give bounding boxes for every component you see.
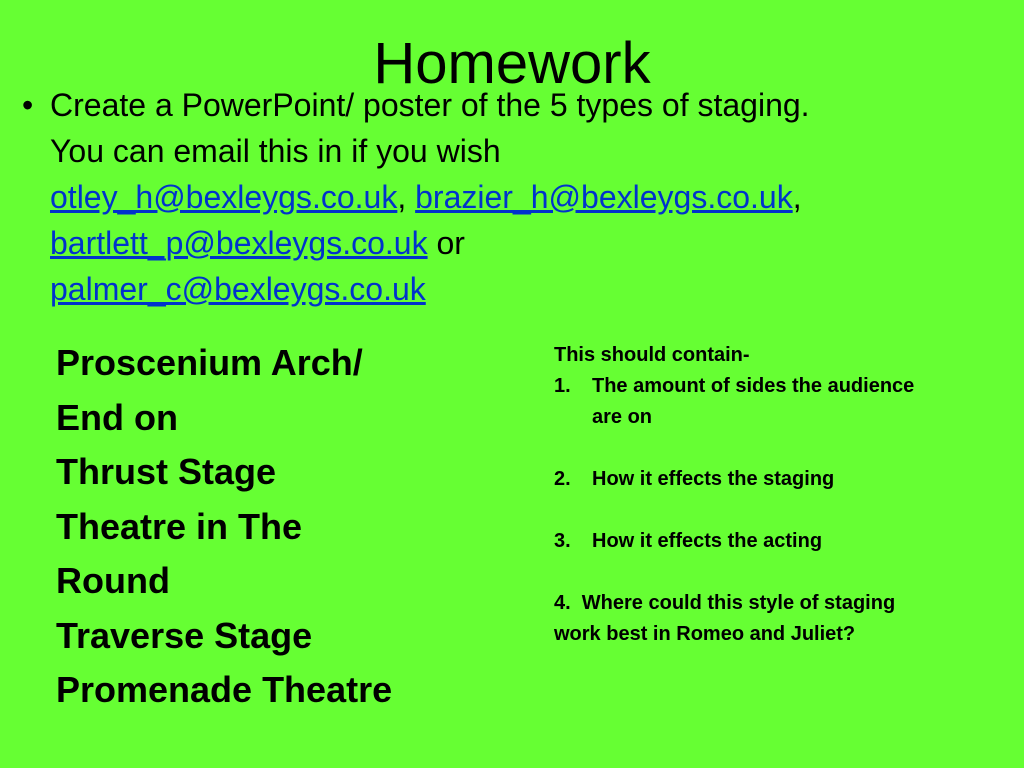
contain-item-text: How it effects the staging: [592, 468, 835, 490]
comma-separator: ,: [397, 179, 407, 215]
staging-type-item: Proscenium Arch/: [56, 342, 363, 383]
email-link-bartlett[interactable]: bartlett_p@bexleygs.co.uk: [50, 225, 428, 261]
email-link-otley[interactable]: otley_h@bexleygs.co.uk: [50, 179, 398, 215]
contain-item-number: 3.: [554, 530, 571, 552]
contain-item-continuation: [554, 402, 1019, 433]
contain-item-text: The amount of sides the audience: [592, 375, 915, 397]
staging-type-item: Thrust Stage: [56, 451, 277, 492]
contain-item-text: How it effects the acting: [592, 530, 823, 552]
bullet-line-3: [50, 174, 1012, 220]
homework-bullet: [22, 82, 1012, 312]
staging-type-item: Traverse Stage: [56, 614, 313, 656]
contain-item-text: Where could this style of staging: [570, 592, 896, 614]
staging-type-item: End on: [56, 396, 178, 438]
contain-item-number: 1.: [554, 375, 571, 397]
contain-item-continuation: work best in Romeo and Juliet?: [554, 623, 856, 645]
staging-type-item: Theatre in The: [56, 505, 303, 547]
bullet-line-2: You can email this in if you wish: [50, 133, 501, 169]
contain-heading: This should contain-: [554, 344, 750, 366]
contain-item: [554, 526, 1019, 557]
or-word: or: [436, 225, 465, 261]
bullet-line-1: Create a PowerPoint/ poster of the 5 types of staging.: [50, 87, 810, 123]
contain-item-number: 4.: [554, 592, 571, 614]
email-link-brazier[interactable]: brazier_h@bexleygs.co.uk: [415, 179, 793, 215]
email-link-palmer[interactable]: palmer_c@bexleygs.co.uk: [50, 271, 426, 307]
contain-item: [554, 371, 1019, 402]
comma-separator: ,: [792, 179, 802, 215]
bullet-line-4: [50, 220, 1012, 266]
staging-type-item: Promenade Theatre: [56, 669, 393, 710]
contain-item-text: are on: [592, 406, 653, 428]
bullet-marker: •: [22, 87, 34, 123]
contain-item: [554, 464, 1019, 495]
staging-types-list: [56, 336, 526, 718]
bullet-line-5: [50, 266, 1012, 312]
slide-title: Homework: [373, 31, 651, 96]
contain-item-number: 2.: [554, 468, 571, 490]
staging-type-item: Round: [56, 560, 170, 601]
bullet-text: [50, 82, 1012, 312]
contain-item: [554, 588, 1019, 619]
contain-list: [554, 340, 1019, 650]
